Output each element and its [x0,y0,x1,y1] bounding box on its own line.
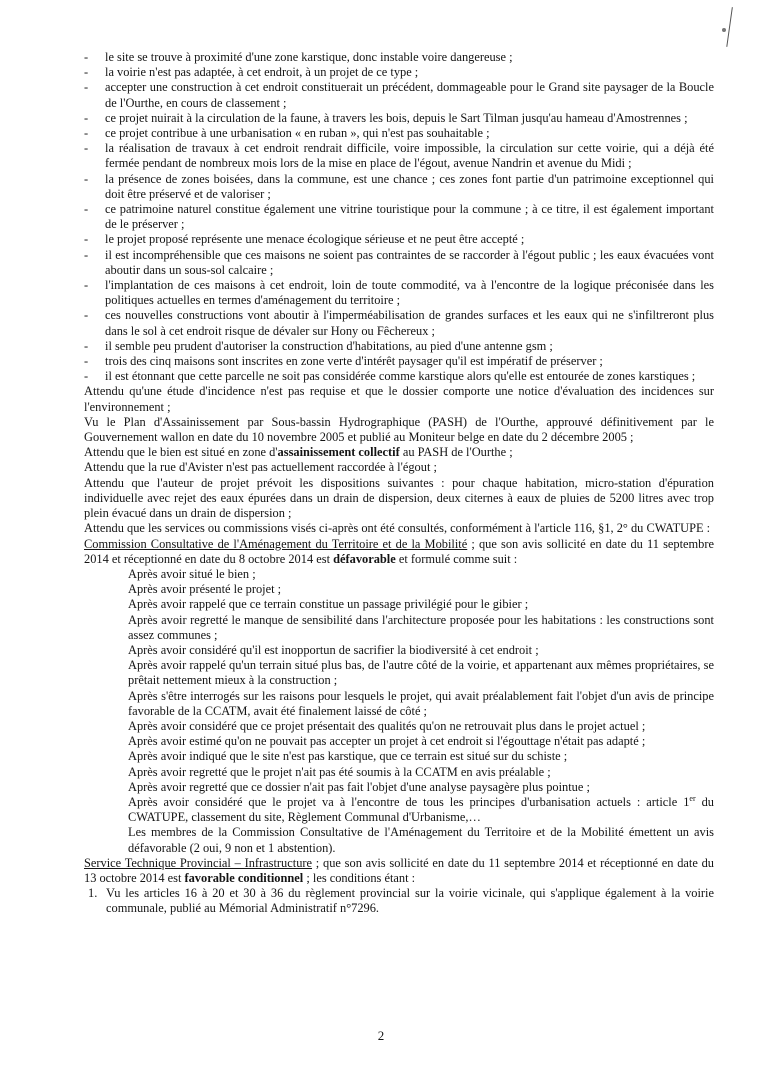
ccatm-last-item [128,795,714,825]
objection-item [84,111,714,126]
dash-marker: - [84,80,89,95]
para-services: Attendu que les services ou commissions visés ci-après ont été consultés, conformément à l'article 116, §1, 2° du CWATUPE : [84,521,711,536]
dash-marker: - [84,232,89,247]
objection-item [84,50,714,65]
dash-marker: - [84,110,89,125]
objection-text: il est incompréhensible que ces maisons ne soient pas contraintes de se raccorder à l'égout public ; les eaux évacuées vont aboutir dans un sous-sol calcaire ; [105,247,714,277]
para-auteur: Attendu que l'auteur de projet prévoit les dispositions suivantes : pour chaque habitation, micro-station d'épuration individuelle avec rejet des eaux épurées dans un drain de dispersion, deux citernes à eaux de pluies de 5200 litres avec trop plein évacué dans un drain de dispersion ; [84,475,714,521]
stp-text-pre: ; que son avis sollicité en date du 11 septembre 2014 et réceptionné en date du 13 octobre 2014 est [84,855,714,885]
stp-name: Service Technique Provincial – Infrastructure [84,855,313,870]
ccatm-last-pre: Après avoir considéré que le projet va à l'encontre de tous les principes d'urbanisation actuels : article 1 [128,794,690,809]
objection-item [84,126,714,141]
ccatm-item: Après s'être interrogés sur les raisons pour lesquels le projet, qui avait préalablement fait l'objet d'un avis de principe favorable de la CCATM, avait été finalement laissé de côté ; [128,688,714,718]
ccatm-vote: Les membres de la Commission Consultative de l'Aménagement du Territoire et de la Mobilité émettent un avis défavorable (2 oui, 9 non et 1 abstention). [128,825,714,855]
dash-marker: - [84,65,89,80]
objection-item [84,369,714,384]
dash-marker: - [84,247,89,262]
para-zone-bold: assainissement collectif [277,445,400,460]
stp-text-post: ; les conditions étant : [303,870,416,885]
ccatm-text-pre: ; que son avis sollicité en date du 11 septembre 2014 et réceptionné en date du 8 octobre 2014 est [84,536,714,566]
ccatm-heading [84,537,714,567]
objection-item [84,339,714,354]
objection-text: l'implantation de ces maisons à cet endroit, loin de toute commodité, va à l'encontre de la logique préconisée dans les politiques actuelles en termes d'aménagement du territoire ; [105,278,714,308]
ccatm-items [128,567,714,795]
ccatm-item: Après avoir considéré qu'il est inopportun de sacrifier la biodiversité à cet endroit ; [128,642,539,657]
scan-dot-mark [722,28,726,32]
ccatm-text-post: et formulé comme suit : [395,551,518,566]
objection-item [84,172,714,202]
objection-list [84,50,714,384]
objection-text: ce projet nuirait à la circulation de la faune, à travers les bois, depuis le Sart Tilman jusqu'au hameau d'Amostrennes ; [105,110,688,125]
objection-text: ce patrimoine naturel constitue également une vitrine touristique pour la commune ; à ce titre, il est également important de le préserver ; [105,202,714,232]
objection-text: ces nouvelles constructions vont aboutir à l'imperméabilisation de grandes surfaces et les eaux qui ne s'infiltreront plus dans le sol à cet endroit risque de dévaler sur Hony ou Fêchereux ; [105,308,714,338]
objection-text: il semble peu prudent d'autoriser la construction d'habitations, au pied d'une antenne gsm ; [105,338,553,353]
scan-pen-mark [726,7,746,49]
para-pash: Vu le Plan d'Assainissement par Sous-bassin Hydrographique (PASH) de l'Ourthe, approuvé définitivement par le Gouvernement wallon en date du 10 novembre 2005 et publié au Moniteur belge en date du 2 décembre 2005 ; [84,414,714,445]
dash-marker: - [84,141,89,156]
para-zone-post: au PASH de l'Ourthe ; [399,445,513,460]
dash-marker: - [84,126,89,141]
ccatm-item: Après avoir regretté que le projet n'ait pas été soumis à la CCATM en avis préalable ; [128,764,551,779]
para-egout: Attendu que la rue d'Avister n'est pas actuellement raccordée à l'égout ; [84,460,437,475]
ccatm-item: Après avoir regretté le manque de sensibilité dans l'architecture proposée pour les habitations : les constructions sont assez communes ; [128,612,714,642]
ccatm-last-block [128,795,714,856]
ccatm-item: Après avoir indiqué que le site n'est pas karstique, que ce terrain est situé sur du schiste ; [128,749,568,764]
dash-marker: - [84,171,89,186]
para-incidence: Attendu qu'une étude d'incidence n'est pas requise et que le dossier comporte une notice d'évaluation des incidences sur l'environnement ; [84,384,714,414]
objection-item [84,65,714,80]
dash-marker: - [84,354,89,369]
objection-text: ce projet contribue à une urbanisation « en ruban », qui n'est pas souhaitable ; [105,126,490,141]
para-zone-pre: Attendu que le bien est situé en zone d' [84,445,278,460]
ccatm-last-post: du CWATUPE, classement du site, Règlement Communal d'Urbanisme,… [128,794,714,825]
ccatm-item: Après avoir présenté le projet ; [128,582,282,597]
ccatm-item: Après avoir rappelé qu'un terrain situé plus bas, de l'autre côté de la voirie, et appartenant aux mêmes propriétaires, se prêtait nettement mieux à la construction ; [128,658,714,688]
ccatm-last-sup: er [689,793,696,803]
dash-marker: - [84,278,89,293]
ccatm-item: Après avoir regretté que ce dossier n'ait pas fait l'objet d'une analyse paysagère plus pointue ; [128,779,590,794]
ccatm-item: Après avoir estimé qu'on ne pouvait pas accepter un projet à cet endroit si l'égouttage n'était pas adapté ; [128,734,646,749]
stp-heading [84,856,714,886]
ccatm-verdict: défavorable [333,551,396,566]
stp-conditions [84,886,714,916]
objection-item [84,232,714,247]
dash-marker: - [84,338,89,353]
stp-verdict: favorable conditionnel [184,870,304,885]
objection-item [84,80,714,110]
dash-marker: - [84,202,89,217]
objection-item [84,308,714,338]
condition-text: Vu les articles 16 à 20 et 30 à 36 du règlement provincial sur la voirie vicinale, qui s'applique également à la voirie communale, publié au Mémorial Administratif n°7296. [106,886,714,916]
dash-marker: - [84,50,89,64]
objection-item [84,202,714,232]
dash-marker: - [84,308,89,323]
objection-text: la réalisation de travaux à cet endroit rendrait difficile, voire impossible, la circulation sur cette voirie, qui a déjà été fermée pendant de nombreux mois lors de la mise en place de l'égout, avenue Nandrin et avenue du Midi ; [105,141,714,171]
ccatm-name: Commission Consultative de l'Aménagement du Territoire et de la Mobilité [84,536,468,551]
para-zone [84,445,714,460]
condition-number: 1. [88,886,98,901]
objection-text: accepter une construction à cet endroit constituerait un précédent, dommageable pour le Grand site paysager de la Boucle de l'Ourthe, en cours de classement ; [105,80,714,110]
page-number: 2 [377,1028,385,1043]
ccatm-item: Après avoir situé le bien ; [128,566,256,581]
ccatm-item: Après avoir considéré que ce projet présentait des qualités qu'on ne retrouvait plus dans le projet actuel ; [128,718,646,733]
objection-text: trois des cinq maisons sont inscrites en zone verte d'intérêt paysager qu'il est impératif de préserver ; [105,354,603,369]
objection-item [84,248,714,278]
objection-item [84,354,714,369]
condition-item [84,886,714,916]
objection-text: le site se trouve à proximité d'une zone karstique, donc instable voire dangereuse ; [105,50,513,64]
dash-marker: - [84,369,89,384]
objection-text: la voirie n'est pas adaptée, à cet endroit, à un projet de ce type ; [105,65,419,80]
objection-text: il est étonnant que cette parcelle ne soit pas considérée comme karstique alors qu'elle est entourée de zones karstiques ; [105,369,696,384]
objection-item [84,141,714,171]
ccatm-item: Après avoir rappelé que ce terrain constitue un passage privilégié pour le gibier ; [128,597,529,612]
objection-text: la présence de zones boisées, dans la commune, est une chance ; ces zones font partie d'un patrimoine exceptionnel qui doit être préservé et de valoriser ; [105,171,714,201]
objection-text: le projet proposé représente une menace écologique sérieuse et ne peut être accepté ; [105,232,525,247]
objection-item [84,278,714,308]
